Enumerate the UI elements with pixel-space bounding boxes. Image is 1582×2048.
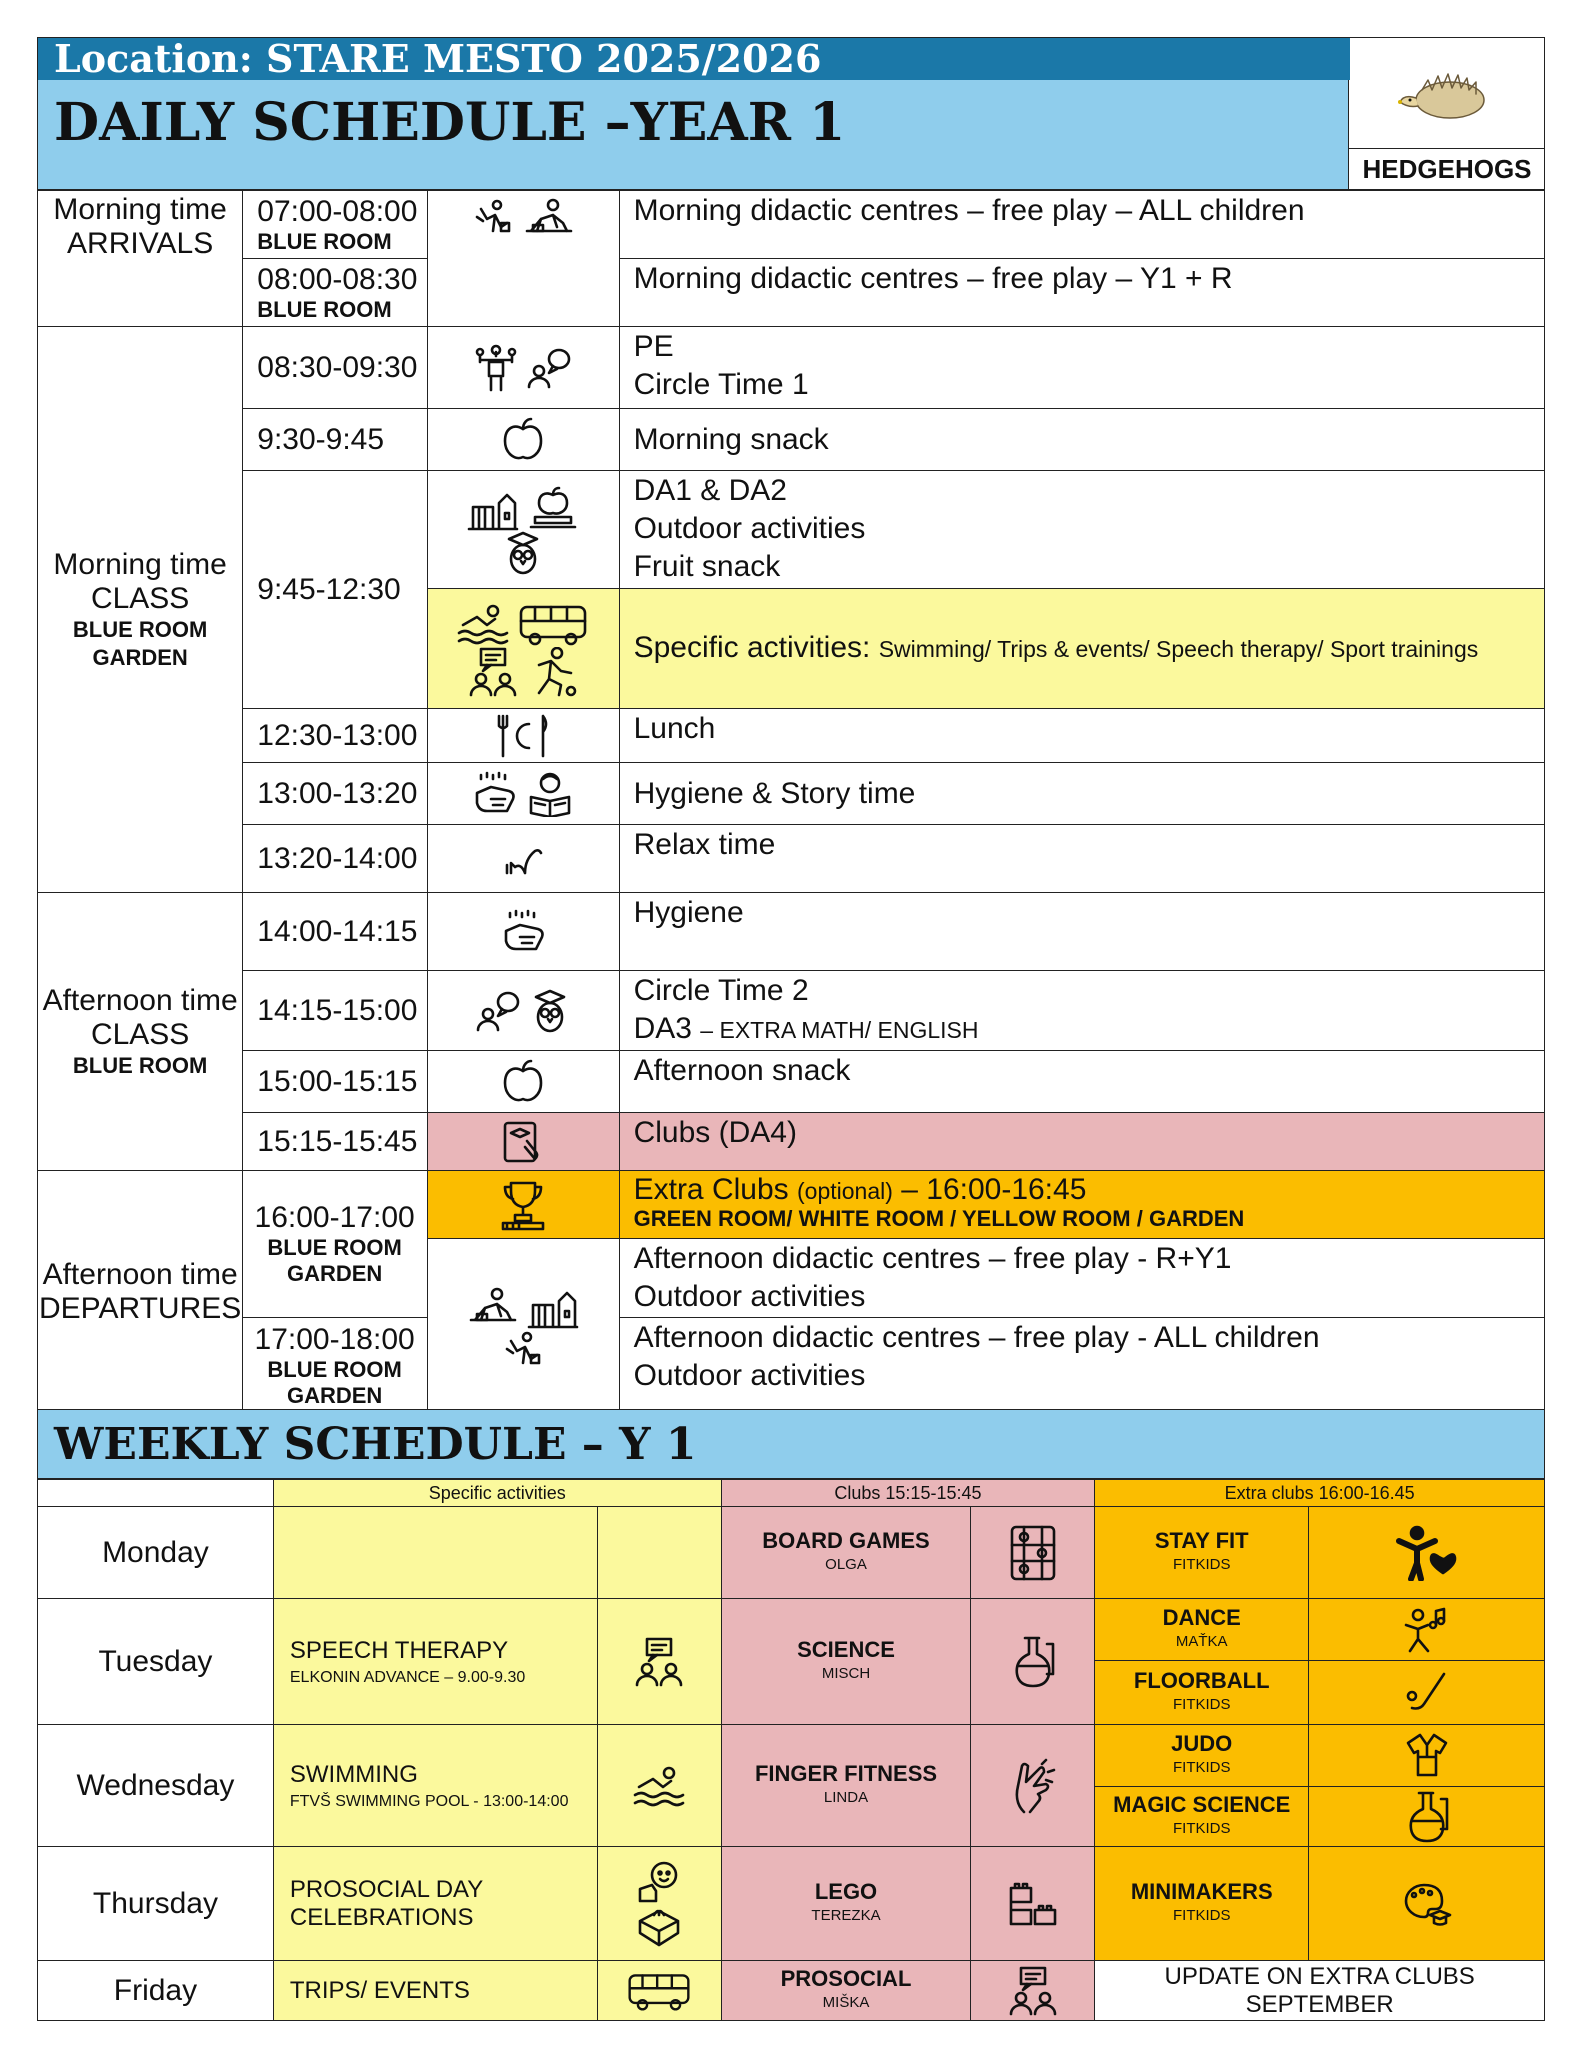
- activity-cell: [619, 259, 1544, 327]
- extra-lead: FITKIDS: [1172, 1819, 1231, 1837]
- flask-icon: [1011, 1636, 1055, 1688]
- trophy-icon: [497, 1179, 549, 1231]
- heart-person-icon: [1395, 1525, 1459, 1581]
- activity-text: Outdoor activities: [633, 1280, 866, 1313]
- specific-icon-cell: [597, 1847, 721, 1961]
- section-label: Morning time: [53, 193, 227, 226]
- club-cell: [721, 1725, 971, 1847]
- section-label: Afternoon time: [42, 1258, 238, 1291]
- extra-name: MAGIC SCIENCE: [1113, 1791, 1291, 1817]
- icon-cell: [427, 191, 619, 327]
- room-text: GARDEN: [286, 1382, 383, 1408]
- section-room: BLUE ROOM: [72, 1052, 208, 1078]
- extra-cell: [1095, 1787, 1309, 1847]
- club-name: LEGO: [814, 1878, 878, 1904]
- room-text: BLUE ROOM: [257, 228, 392, 254]
- extra-name: MINIMAKERS: [1130, 1878, 1273, 1904]
- time-cell: [243, 471, 428, 709]
- activity-text: DA1 & DA2: [633, 474, 787, 507]
- room-text: GARDEN: [286, 1261, 383, 1286]
- day-tuesday: Tuesday: [38, 1599, 274, 1725]
- activity-cell: [619, 971, 1544, 1051]
- club-cell: [721, 1507, 971, 1599]
- room-text: BLUE ROOM: [267, 1235, 402, 1260]
- weekly-schedule-table: [37, 1479, 1545, 2021]
- category-extra: Extra clubs 16:00-16.45: [1095, 1480, 1545, 1507]
- specific-cell: [273, 1847, 597, 1961]
- extra-icon-cell: [1309, 1507, 1545, 1599]
- extra-lead: FITKIDS: [1172, 1758, 1231, 1776]
- extra-clubs-cell: [619, 1171, 1544, 1239]
- specific-cell: [273, 1599, 597, 1725]
- time-text: 14:00-14:15: [257, 914, 418, 948]
- time-text: 13:20-14:00: [257, 841, 418, 875]
- club-icon-cell: [971, 1507, 1095, 1599]
- lego-icon: [1007, 1880, 1059, 1928]
- time-cell: [243, 763, 428, 825]
- hockey-stick-icon: [1404, 1670, 1450, 1716]
- specific-name: SPEECH THERAPY: [289, 1636, 509, 1664]
- activity-text: Fruit snack: [633, 550, 781, 583]
- time-cell: [243, 893, 428, 971]
- extra-clubs-optional: (optional): [797, 1178, 893, 1204]
- extra-icon-cell: [1309, 1787, 1545, 1847]
- time-cell: [243, 409, 428, 471]
- icon-cell: [427, 709, 619, 763]
- icon-cell: [427, 589, 619, 709]
- section-room: GARDEN: [92, 644, 188, 670]
- page-title: DAILY SCHEDULE –YEAR 1: [54, 92, 846, 153]
- daily-schedule-table: [37, 190, 1545, 1414]
- activity-text: DA3: [633, 1012, 692, 1045]
- icon-cell: [427, 471, 619, 589]
- extra-cell: [1095, 1661, 1309, 1725]
- category-specific: Specific activities: [273, 1480, 721, 1507]
- club-icon-cell: [971, 1961, 1095, 2021]
- specific-icon-empty: [597, 1507, 721, 1599]
- section-label: DEPARTURES: [39, 1292, 242, 1325]
- speech-therapy-icon: [467, 647, 519, 697]
- activity-text: Circle Time 1: [633, 368, 809, 401]
- time-cell: [243, 1051, 428, 1113]
- bus-icon: [626, 1969, 692, 2013]
- time-cell: [243, 971, 428, 1051]
- fork-plate-knife-icon: [495, 714, 551, 758]
- club-name: PROSOCIAL: [780, 1965, 912, 1991]
- activity-text: Outdoor activities: [633, 512, 866, 545]
- time-text: 07:00-08:00: [257, 194, 418, 228]
- dance-icon: [1402, 1607, 1452, 1653]
- club-name: SCIENCE: [797, 1636, 895, 1662]
- icon-cell: [427, 1051, 619, 1113]
- hedgehog-logo: [1394, 68, 1494, 128]
- club-lead: MISCH: [821, 1664, 871, 1682]
- activity-text: Afternoon didactic centres – free play - ALL children: [633, 1321, 1320, 1354]
- club-icon-cell: [971, 1847, 1095, 1961]
- time-cell: [243, 1171, 428, 1318]
- clubs-board-icon: [501, 1119, 545, 1165]
- bus-icon: [517, 601, 589, 647]
- playground-icon: [527, 1283, 579, 1329]
- playground-icon: [467, 485, 519, 531]
- time-text: 9:30-9:45: [257, 422, 385, 456]
- activity-cell: [619, 327, 1544, 409]
- activity-cell: [619, 1318, 1544, 1414]
- celebration-icon: [636, 1861, 682, 1905]
- section-arrivals: [38, 191, 243, 327]
- activity-text: Clubs (DA4): [633, 1116, 797, 1149]
- extra-cell: [1095, 1599, 1309, 1661]
- room-text: BLUE ROOM: [257, 296, 392, 322]
- extra-lead: FITKIDS: [1172, 1695, 1231, 1713]
- time-cell: [243, 327, 428, 409]
- section-morning-class: [38, 327, 243, 893]
- extra-cell: [1095, 1725, 1309, 1787]
- activity-text: Outdoor activities: [633, 1359, 866, 1392]
- category-clubs: Clubs 15:15-15:45: [721, 1480, 1095, 1507]
- specific-icon-cell: [597, 1599, 721, 1725]
- extra-lead: FITKIDS: [1172, 1555, 1231, 1573]
- club-cell: [721, 1847, 971, 1961]
- header-banner: [37, 37, 1349, 190]
- time-cell: [243, 1113, 428, 1171]
- specific-name: PROSOCIAL DAY: [289, 1875, 484, 1903]
- section-label: Morning time: [53, 547, 227, 581]
- extra-cell: [1095, 1507, 1309, 1599]
- club-lead: OLGA: [825, 1555, 867, 1573]
- specific-icon-cell: [597, 1725, 721, 1847]
- club-lead: LINDA: [823, 1788, 869, 1806]
- location-bar: Location: STARE MESTO 2025/2026: [38, 38, 1350, 80]
- section-departures: [38, 1171, 243, 1414]
- hand-wash-icon: [471, 771, 517, 817]
- time-cell: [243, 191, 428, 259]
- day-thursday: Thursday: [38, 1847, 274, 1961]
- activity-cell: [619, 1051, 1544, 1113]
- finger-snap-icon: [1010, 1758, 1056, 1814]
- activity-text: Morning didactic centres – free play – Y1 + R: [633, 262, 1233, 295]
- relax-icon: [503, 839, 543, 879]
- extra-name: DANCE: [1162, 1604, 1241, 1630]
- activity-cell: [619, 471, 1544, 589]
- section-label: CLASS: [90, 581, 190, 615]
- activity-text: Circle Time 2: [633, 974, 809, 1007]
- icon-cell: [427, 1113, 619, 1171]
- room-text: BLUE ROOM: [267, 1356, 402, 1382]
- specific-cell: [273, 1961, 597, 2021]
- icon-cell: [427, 1171, 619, 1239]
- apple-icon: [501, 1059, 545, 1105]
- extra-icon-cell: [1309, 1725, 1545, 1787]
- activity-text: PE: [633, 330, 674, 363]
- extra-clubs-notice: UPDATE ON EXTRA CLUBS SEPTEMBER: [1095, 1961, 1545, 2021]
- club-lead: MIŠKA: [822, 1993, 870, 2011]
- activity-text: Afternoon snack: [633, 1054, 851, 1087]
- specific-name: CELEBRATIONS: [289, 1903, 474, 1931]
- icon-cell: [427, 409, 619, 471]
- time-text: 9:45-12:30: [257, 572, 401, 606]
- club-cell: [721, 1599, 971, 1725]
- running-icon: [527, 647, 579, 697]
- activity-cell: [619, 1239, 1544, 1318]
- specific-name: SWIMMING: [289, 1760, 418, 1788]
- time-text: 08:00-08:30: [257, 262, 418, 296]
- judo-gi-icon: [1404, 1733, 1450, 1779]
- group-box: [1349, 37, 1545, 190]
- time-cell: [243, 259, 428, 327]
- time-cell: [243, 825, 428, 893]
- activity-cell: [619, 763, 1544, 825]
- activity-cell: [619, 409, 1544, 471]
- activity-text: Hygiene: [633, 896, 744, 929]
- specific-detail: ELKONIN ADVANCE – 9.00-9.30: [289, 1668, 526, 1686]
- speech-bubble-people-icon: [527, 345, 573, 391]
- time-text: 15:00-15:15: [257, 1064, 418, 1098]
- laptop-apple-icon: [527, 485, 579, 531]
- icon-cell: [427, 763, 619, 825]
- specific-name: TRIPS/ EVENTS: [289, 1976, 470, 2004]
- owl-graduate-icon: [503, 531, 543, 575]
- section-label: Afternoon time: [42, 983, 238, 1017]
- extra-lead: FITKIDS: [1172, 1906, 1231, 1924]
- swimming-icon: [457, 601, 509, 647]
- time-text: 08:30-09:30: [257, 350, 418, 384]
- activity-cell: [619, 709, 1544, 763]
- specific-empty: [273, 1507, 597, 1599]
- extra-clubs-time: – 16:00-16:45: [901, 1173, 1087, 1206]
- clubs-cell: [619, 1113, 1544, 1171]
- club-icon-cell: [971, 1725, 1095, 1847]
- crawling-child-icon: [523, 197, 575, 237]
- specific-detail: Swimming/ Trips & events/ Speech therapy/ Sport trainings: [878, 636, 1479, 662]
- icon-cell: [427, 893, 619, 971]
- extra-name: JUDO: [1171, 1730, 1233, 1756]
- flask-icon: [1405, 1791, 1449, 1843]
- crawling-child-icon: [467, 1286, 519, 1326]
- category-empty: [38, 1480, 274, 1507]
- activity-text: Lunch: [633, 712, 716, 745]
- speech-therapy-icon: [633, 1637, 685, 1687]
- activity-cell: [619, 893, 1544, 971]
- abacus-icon: [1008, 1525, 1058, 1581]
- gift-icon: [636, 1905, 682, 1947]
- club-lead: TEREZKA: [811, 1906, 881, 1924]
- day-monday: Monday: [38, 1507, 274, 1599]
- time-text: 16:00-17:00: [254, 1201, 415, 1234]
- extra-name: STAY FIT: [1154, 1527, 1249, 1553]
- icon-cell: [427, 327, 619, 409]
- extra-icon-cell: [1309, 1599, 1545, 1661]
- club-name: BOARD GAMES: [762, 1527, 930, 1553]
- weekly-title: WEEKLY SCHEDULE – Y 1: [37, 1409, 1545, 1479]
- section-room: BLUE ROOM: [72, 616, 208, 642]
- extra-icon-cell: [1309, 1661, 1545, 1725]
- activity-text: Morning snack: [633, 422, 829, 456]
- time-cell: [243, 709, 428, 763]
- reading-child-icon: [525, 771, 575, 817]
- activity-detail: – EXTRA MATH/ ENGLISH: [700, 1017, 979, 1043]
- activity-text: Afternoon didactic centres – free play - R+Y1: [633, 1242, 1232, 1275]
- specific-detail: FTVŠ SWIMMING POOL - 13:00-14:00: [289, 1792, 569, 1810]
- specific-icon-cell: [597, 1961, 721, 2021]
- extra-lead: MAŤKA: [1175, 1632, 1228, 1650]
- extra-name: FLOORBALL: [1133, 1667, 1270, 1693]
- time-text: 17:00-18:00: [254, 1322, 415, 1356]
- extra-cell: [1095, 1847, 1309, 1961]
- group-name: HEDGEHOGS: [1349, 148, 1545, 189]
- club-name: FINGER FITNESS: [754, 1760, 938, 1786]
- icon-cell: [427, 1239, 619, 1414]
- icon-cell: [427, 825, 619, 893]
- activity-text: Morning didactic centres – free play – ALL children: [633, 194, 1305, 227]
- extra-clubs-label: Extra Clubs: [633, 1173, 789, 1206]
- club-icon-cell: [971, 1599, 1095, 1725]
- activity-text: Relax time: [633, 828, 776, 861]
- day-wednesday: Wednesday: [38, 1725, 274, 1847]
- icon-cell: [427, 971, 619, 1051]
- swimming-icon: [633, 1763, 685, 1809]
- header: [37, 37, 1545, 190]
- day-friday: Friday: [38, 1961, 274, 2021]
- activity-text: Hygiene & Story time: [633, 776, 916, 810]
- time-cell: [243, 1318, 428, 1414]
- time-text: 13:00-13:20: [257, 776, 418, 810]
- specific-cell: [273, 1725, 597, 1847]
- club-cell: [721, 1961, 971, 2021]
- playing-child-icon: [501, 1329, 545, 1369]
- gymnastics-icon: [473, 342, 519, 394]
- specific-activities-cell: [619, 589, 1544, 709]
- activity-cell: [619, 825, 1544, 893]
- section-afternoon-class: [38, 893, 243, 1171]
- palette-cap-icon: [1402, 1881, 1452, 1927]
- hand-wash-icon: [500, 909, 546, 955]
- extra-clubs-rooms: GREEN ROOM/ WHITE ROOM / YELLOW ROOM / GARDEN: [633, 1206, 1245, 1231]
- apple-icon: [501, 417, 545, 463]
- time-text: 12:30-13:00: [257, 718, 418, 752]
- time-text: 14:15-15:00: [257, 993, 418, 1027]
- speech-therapy-icon: [1007, 1966, 1059, 2016]
- section-label: ARRIVALS: [67, 227, 214, 260]
- section-label: CLASS: [90, 1017, 190, 1051]
- extra-icon-cell: [1309, 1847, 1545, 1961]
- speech-bubble-people-icon: [476, 988, 522, 1034]
- activity-cell: [619, 191, 1544, 259]
- playing-child-icon: [471, 197, 515, 237]
- time-text: 15:15-15:45: [257, 1124, 418, 1158]
- specific-label: Specific activities:: [633, 631, 871, 664]
- owl-graduate-icon: [530, 989, 570, 1033]
